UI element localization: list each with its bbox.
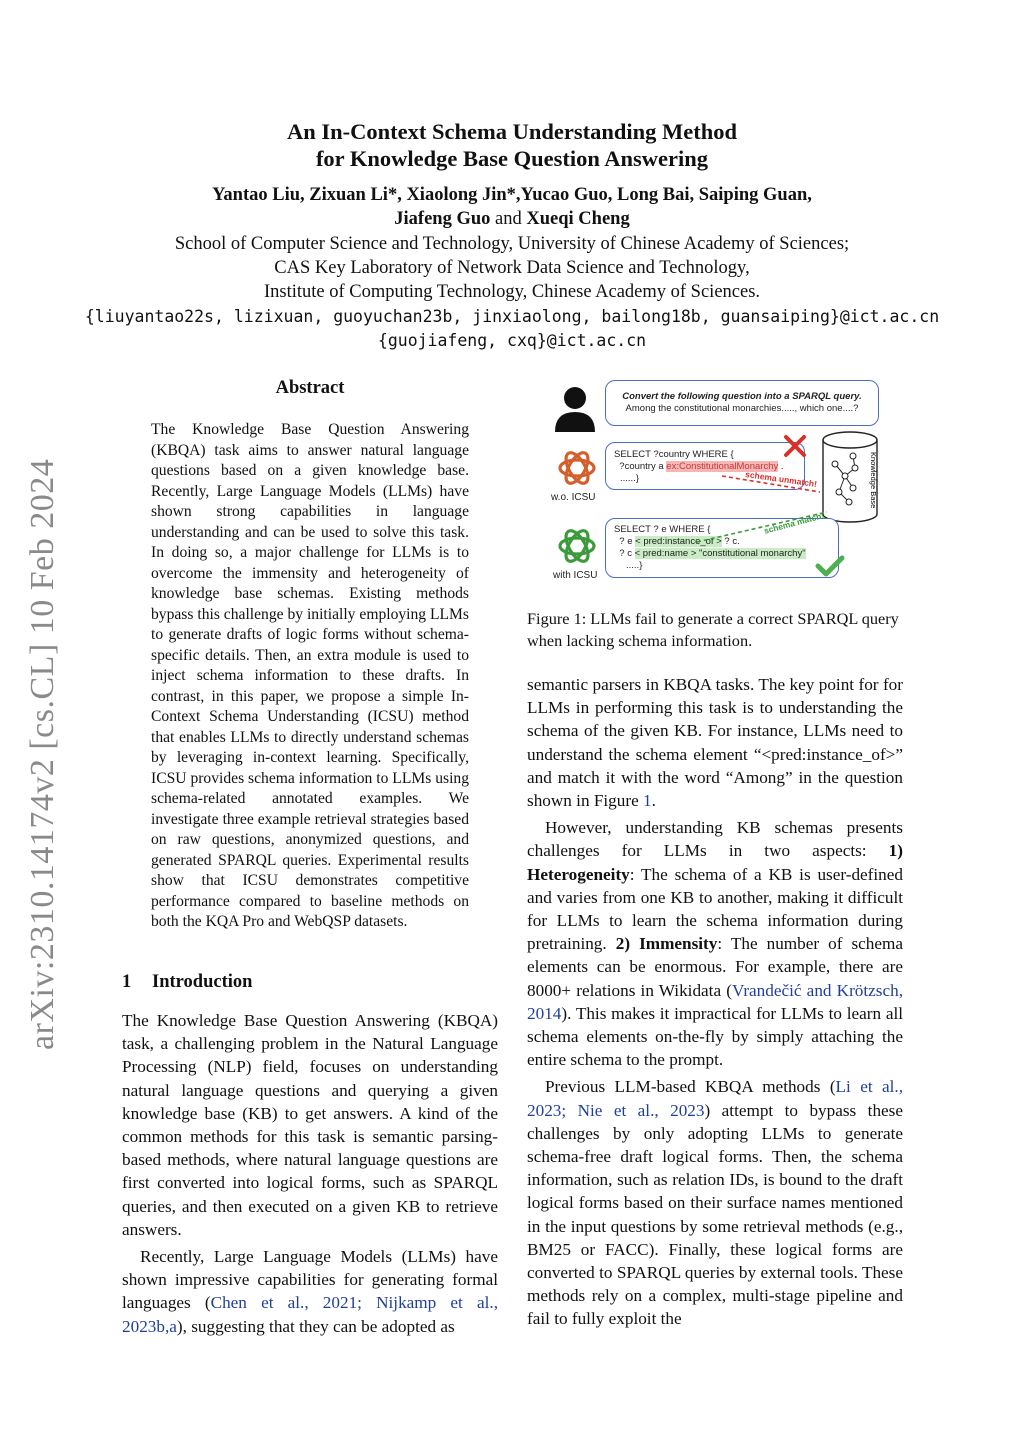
section-number: 1 [122, 972, 132, 992]
figure-1 [545, 378, 890, 588]
sparql-line: .....} [626, 560, 643, 571]
title-line-1: An In-Context Schema Understanding Method [286, 119, 738, 144]
body-paragraph: Previous LLM-based KBQA methods (Li et al., 2023; Nie et al., 2023) attempt to bypass these challenges by only adopting LLMs to generate schema-free draft logical forms. Then, the schema information, such as relation IDs, is bound to the draft logical forms based on their surface names mentioned in the input questions by some retrieval methods (e.g., BM25 or FACC). Finally, these logical forms are converted to SPARQL queries by external tools. These methods rely on a complex, multi-stage pipeline and fail to fully exploit the [527, 1077, 903, 1329]
cross-icon [783, 434, 807, 458]
body-paragraph: semantic parsers in KBQA tasks. The key point for for LLMs in performing this task is to understanding the schema of the given KB. For instance, LLMs need to understand the schema element “<pred:instance_of>” and match it with the word “Among” in the question shown in Figure 1. [527, 675, 903, 811]
left-column-body [122, 1009, 498, 1342]
openai-logo-icon [555, 446, 599, 490]
matched-schema-element: < pred:name > "constitutional monarchy" [634, 548, 806, 559]
prompt-line-2: Among the constitutional monarchies....., which one....? [625, 403, 859, 414]
affiliations [0, 232, 1024, 304]
author-xueqi-cheng: Xueqi Cheng [526, 209, 630, 229]
matched-schema-element: < pred:instance_of > [635, 536, 722, 547]
with-icsu-label: with ICSU [553, 570, 598, 581]
check-icon [815, 554, 845, 578]
prompt-line-1: Convert the following question into a SPARQL query. [622, 391, 862, 402]
authors-line-2 [0, 207, 1024, 231]
affiliation-line-3: Institute of Computing Technology, Chinese Academy of Sciences. [263, 282, 761, 302]
unmatched-schema-element: ex:ConstitutionalMonarchy [666, 461, 779, 472]
email-line-1: {liuyantao22s, lizixuan, guoyuchan23b, jinxiaolong, bailong18b, guansaiping}@ict.ac.cn [84, 307, 940, 326]
section-heading-introduction [122, 972, 252, 993]
citation-link[interactable]: Li et al., 2023; Nie et al., 2023 [527, 1077, 903, 1120]
citation-link[interactable]: Vrandečić and Krötzsch, 2014 [527, 980, 903, 1023]
user-icon [553, 384, 597, 434]
right-column-body [527, 673, 903, 1335]
sparql-line: SELECT ? e WHERE { [614, 524, 711, 535]
sparql-line: SELECT ?country WHERE { [614, 449, 734, 460]
prompt-bubble [605, 380, 879, 426]
abstract-heading: Abstract [275, 378, 345, 398]
kb-label: Knowledge Base [869, 452, 878, 509]
abstract-text: The Knowledge Base Question Answering (KBQA) task aims to answer natural language questions based on a given knowledge base. Recently, Large Language Models (LLMs) have shown strong capabilities in language understanding and can be used to solve this task. In doing so, a major challenge for LLMs is to overcome the immensity and heterogeneity of knowledge base schemas. Existing methods bypass this challenge by initially employing LLMs to generate drafts of logic forms without schema-specific details. Then, an extra module is used to inject schema information to these drafts. In contrast, in this paper, we propose a simple In-Context Schema Understanding (ICSU) method that enables LLMs to directly understand schemas by leveraging in-context learning. Specifically, ICSU provides schema information to LLMs using schema-related annotated examples. We investigate three example retrieval strategies based on raw questions, anonymized questions, and generated SPARQL queries. Experimental results show that ICSU demonstrates competitive performance compared to baseline methods on both the KQA Pro and WebQSP datasets. [151, 421, 469, 930]
sparql-line: ......} [620, 473, 640, 484]
author-jiafeng-guo: Jiafeng Guo [394, 209, 491, 229]
email-addresses [0, 305, 1024, 353]
body-paragraph: However, understanding KB schemas presents challenges for LLMs in two aspects: 1) Heterogeneity: The schema of a KB is user-defined and varies from one KB to another, making it difficult for LLMs to learn the schema information during pretraining. 2) Immensity: The number of schema elements can be enormous. For example, there are 8000+ relations in Wikidata (Vrandečić and Krötzsch, 2014). This makes it impractical for LLMs to learn all schema elements on-the-fly by simply attaching the entire schema to the prompt. [527, 818, 904, 1070]
sparql-line: ?country a ex:ConstitutionalMonarchy . [619, 461, 784, 472]
paper-title [0, 118, 1024, 172]
intro-paragraph-2: Recently, Large Language Models (LLMs) have shown impressive capabilities for generating formal languages (Chen et al., 2021; Nijkamp et al., 2023b,a), suggesting that they can be adopted as [122, 1247, 498, 1336]
section-title: Introduction [152, 972, 253, 992]
schema-unmatch-label: schema unmatch! [744, 469, 818, 489]
authors-and: and [495, 209, 522, 229]
sparql-line: ? e < pred:instance_of > ? c. [619, 536, 740, 547]
figure-reference-link[interactable]: 1 [643, 791, 652, 811]
intro-paragraph-1: The Knowledge Base Question Answering (KBQA) task, a challenging problem in the Natural Language Processing (NLP) field, focuses on understanding natural language questions and querying a given knowledge base (KB) to get answers. A kind of the common methods for this task is semantic parsing-based methods, where natural language questions are first converted into logical forms, such as SPARQL queries, and then executed on a given KB to retrieve answers. [122, 1011, 498, 1239]
authors-line-1: Yantao Liu, Zixuan Li*, Xiaolong Jin*,Yucao Guo, Long Bai, Saiping Guan, [212, 185, 812, 205]
arxiv-identifier: arXiv:2310.14174v2 [cs.CL] 10 Feb 2024 [24, 458, 61, 1050]
wo-icsu-label: w.o. ICSU [551, 492, 596, 503]
openai-logo-icon [555, 524, 599, 568]
citation-link[interactable]: Chen et al., 2021; Nijkamp et al., 2023b,a [122, 1293, 498, 1336]
title-line-2: for Knowledge Base Question Answering [315, 146, 709, 171]
author-list [0, 183, 1024, 231]
email-line-2: {guojiafeng, cxq}@ict.ac.cn [377, 331, 647, 350]
affiliation-line-1: School of Computer Science and Technology, University of Chinese Academy of Sciences; [174, 234, 850, 254]
figure-1-caption: Figure 1: LLMs fail to generate a correct SPARQL query when lacking schema information. [527, 609, 899, 650]
affiliation-line-2: CAS Key Laboratory of Network Data Science and Technology, [274, 258, 750, 278]
schema-match-label: schema match! [762, 510, 826, 536]
sparql-line: ? c < pred:name > "constitutional monarchy" [619, 548, 806, 559]
